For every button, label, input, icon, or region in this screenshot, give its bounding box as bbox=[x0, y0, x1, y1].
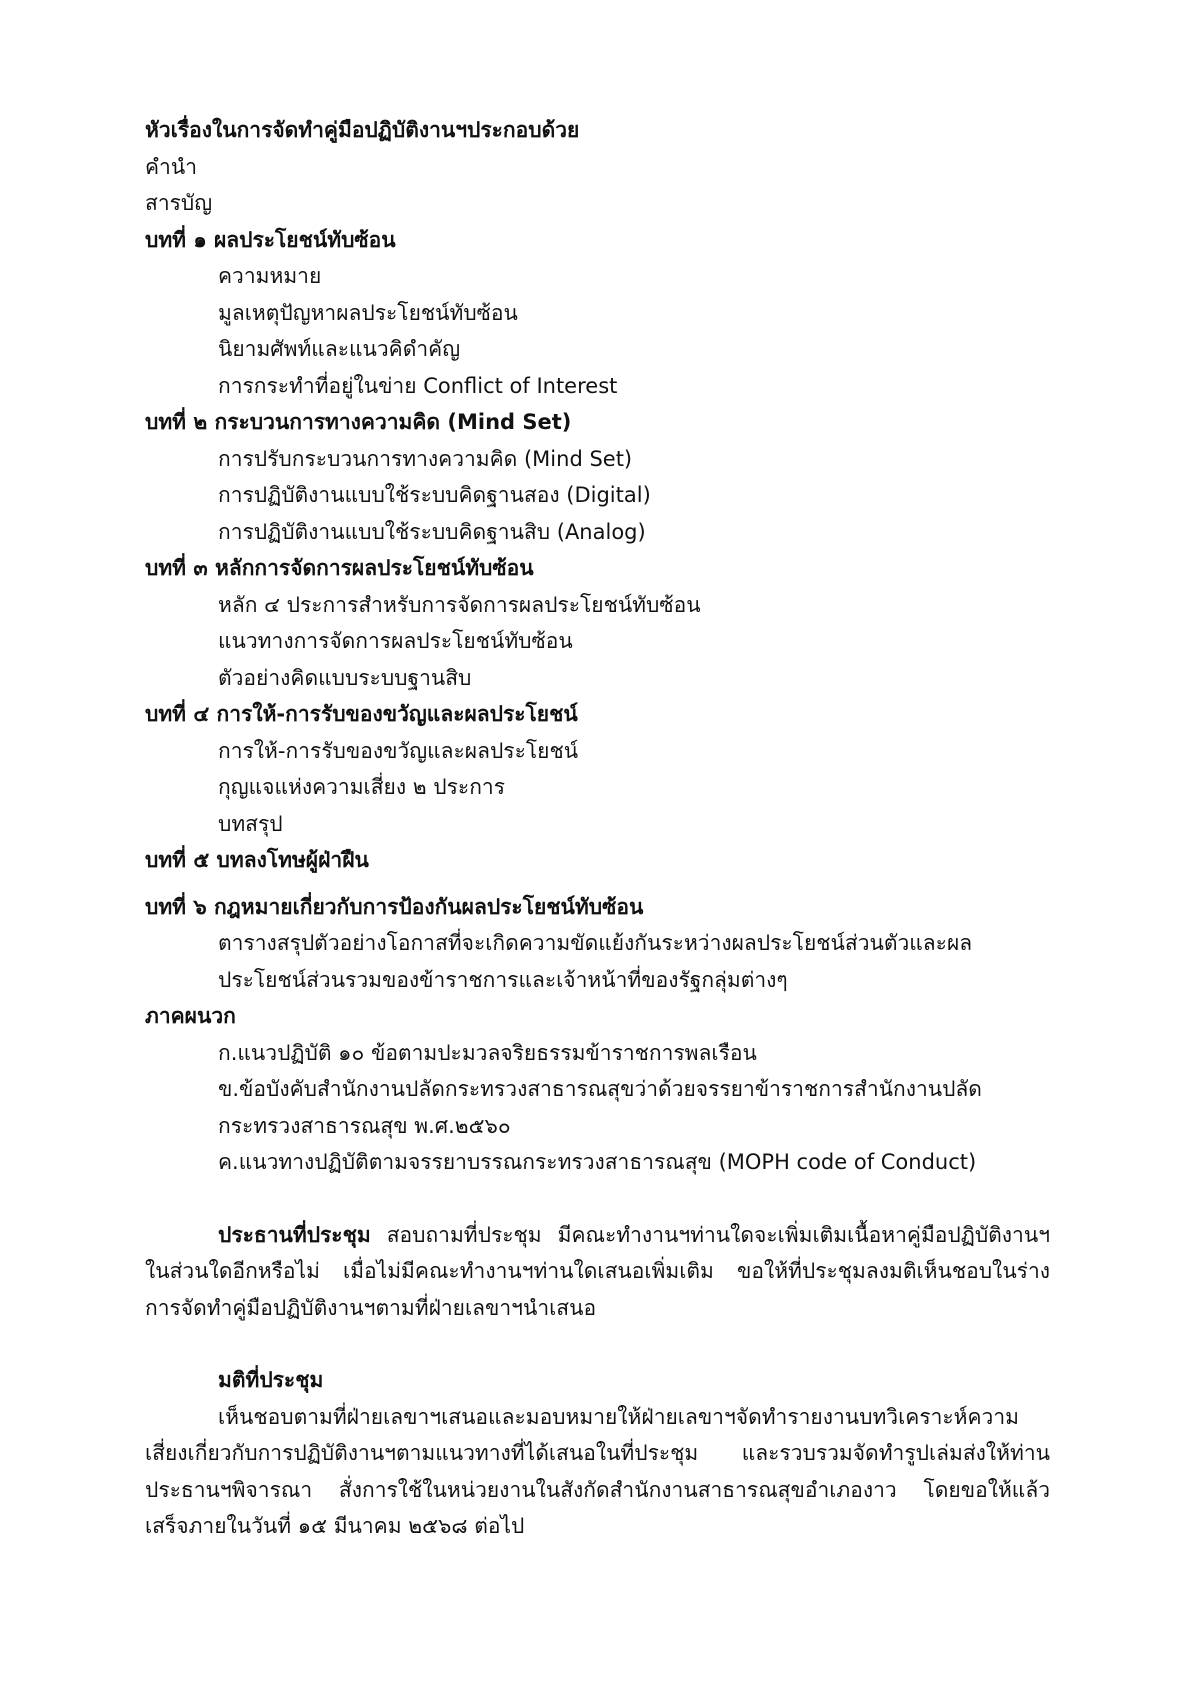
chapter-4-title: บทที่ ๔ การให้-การรับของขวัญและผลประโยชน์ bbox=[145, 702, 578, 726]
chapter-2-title: บทที่ ๒ กระบวนการทางความคิด (Mind Set) bbox=[145, 410, 572, 434]
appendix-item-a: ก.แนวปฏิบัติ ๑๐ ข้อตามปะมวลจริยธรรมข้าราชการพลเรือน bbox=[218, 1040, 757, 1065]
chapter-6-item: ตารางสรุปตัวอย่างโอกาสที่จะเกิดความขัดแย้งกันระหว่างผลประโยชน์ส่วนตัวและผลประโยชน์ส่วนรวมของข้าราชการและเจ้าหน้าที่ของรัฐกลุ่มต่างๆ bbox=[218, 931, 973, 992]
toc-entry-intro: คำนำ bbox=[145, 154, 197, 179]
chapter-3-item: แนวทางการจัดการผลประโยชน์ทับซ้อน bbox=[218, 629, 573, 653]
document-body bbox=[145, 112, 1050, 1545]
chapter-1-title: บทที่ ๑ ผลประโยชน์ทับซ้อน bbox=[145, 227, 396, 252]
chapter-3-item: หลัก ๔ ประการสำหรับการจัดการผลประโยชน์ทับซ้อน bbox=[218, 592, 701, 617]
chapter-3-title: บทที่ ๓ หลักการจัดการผลประโยชน์ทับซ้อน bbox=[145, 556, 534, 580]
chapter-2-item: การปฏิบัติงานแบบใช้ระบบคิดฐานสอง (Digital) bbox=[218, 483, 651, 507]
appendix-title: ภาคผนวก bbox=[145, 1004, 236, 1028]
toc-entry-contents: สารบัญ bbox=[145, 191, 213, 215]
chapter-4-item: การให้-การรับของขวัญและผลประโยชน์ bbox=[218, 738, 579, 763]
chair-label: ประธานที่ประชุม bbox=[218, 1222, 371, 1247]
chapter-3-item: ตัวอย่างคิดแบบระบบฐานสิบ bbox=[218, 665, 472, 690]
resolution-text: เห็นชอบตามที่ฝ่ายเลขาฯเสนอและมอบหมายให้ฝ่ายเลขาฯจัดทำรายงานบทวิเคราะห์ความเสี่ยงเกี่ยวกับการปฏิบัติงานฯตามแนวทางที่ได้เสนอในที่ประชุม และรวบรวมจัดทำรูปเล่มส่งให้ท่านประธานฯพิจารณา สั่งการใช้ในหน่วยงานในสังกัดสำนักงานสาธารณสุขอำเภองาว โดยขอให้แล้วเสร็จภายในวันที่ ๑๕ มีนาคม ๒๕๖๘ ต่อไป bbox=[145, 1404, 1050, 1538]
chapter-1-item: การกระทำที่อยู่ในข่าย Conflict of Interest bbox=[218, 373, 618, 398]
document-heading: หัวเรื่องในการจัดทำคู่มือปฏิบัติงานฯประกอบด้วย bbox=[145, 118, 580, 142]
resolution-label: มติที่ประชุม bbox=[218, 1368, 324, 1392]
chapter-4-item: กุญแจแห่งความเสี่ยง ๒ ประการ bbox=[218, 775, 505, 799]
chair-paragraph bbox=[145, 1217, 1050, 1327]
appendix-item-b: ข.ข้อบังคับสำนักงานปลัดกระทรวงสาธารณสุขว่าด้วยจรรยาข้าราชการสำนักงานปลัดกระทรวงสาธารณสุข พ.ศ.๒๕๖๐ bbox=[218, 1077, 982, 1138]
chapter-1-item: ความหมาย bbox=[218, 264, 322, 288]
appendix-item-c: ค.แนวทางปฏิบัติตามจรรยาบรรณกระทรวงสาธารณสุข (MOPH code of Conduct) bbox=[218, 1150, 977, 1174]
chapter-4-item: บทสรุป bbox=[218, 811, 283, 836]
chapter-5-title: บทที่ ๕ บทลงโทษผู้ฝ่าฝืน bbox=[145, 848, 369, 872]
chapter-1-item: นิยามศัพท์และแนวคิดำคัญ bbox=[218, 337, 461, 361]
chapter-1-item: มูลเหตุปัญหาผลประโยชน์ทับซ้อน bbox=[218, 300, 518, 325]
chair-text: สอบถามที่ประชุม มีคณะทำงานฯท่านใดจะเพิ่มเติมเนื้อหาคู่มือปฏิบัติงานฯในส่วนใดอีกหรือไม่ เมื่อไม่มีคณะทำงานฯท่านใดเสนอเพิ่มเติม ขอให้ที่ประชุมลงมติเห็นชอบในร่างการจัดทำคู่มือปฏิบัติงานฯตามที่ฝ่ายเลขาฯนำเสนอ bbox=[145, 1222, 1050, 1320]
chapter-2-item: การปรับกระบวนการทางความคิด (Mind Set) bbox=[218, 446, 633, 471]
chapter-2-item: การปฏิบัติงานแบบใช้ระบบคิดฐานสิบ (Analog) bbox=[218, 519, 646, 544]
chapter-6-title: บทที่ ๖ กฎหมายเกี่ยวกับการป้องกันผลประโยชน์ทับซ้อน bbox=[145, 894, 644, 919]
